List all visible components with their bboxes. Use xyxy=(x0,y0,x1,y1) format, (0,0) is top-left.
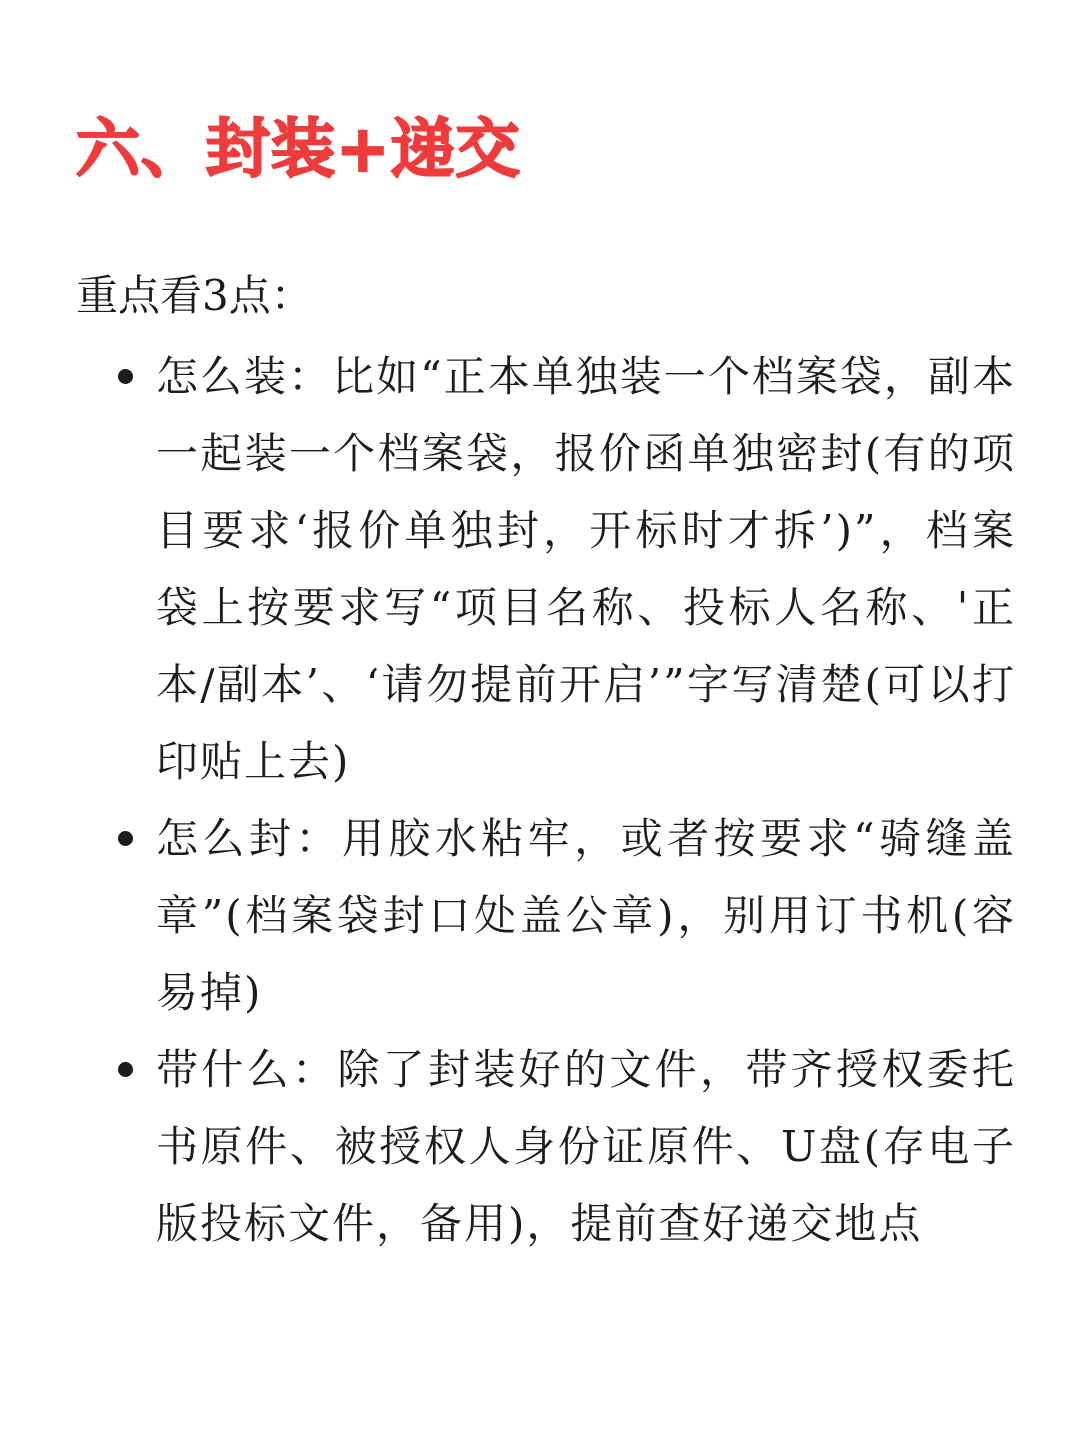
key-point-text: 怎么装：比如“正本单独装一个档案袋，副本一起装一个档案袋，报价函单独密封(有的项目要求‘报价单独封，开标时才拆’)”，档案袋上按要求写“项目名称、投标人名称、'正本/副本’、‘请勿提前开启’”字写清楚(可以打印贴上去) xyxy=(156,352,1016,786)
section-title: 六、封装+递交 xyxy=(76,113,521,187)
bullet-icon xyxy=(118,1062,133,1077)
bullet-icon xyxy=(118,831,133,846)
bullet-icon xyxy=(118,369,133,384)
key-point-text: 怎么封：用胶水粘牢，或者按要求“骑缝盖章”(档案袋封口处盖公章)，别用订书机(容易掉) xyxy=(156,814,1016,1017)
key-point-item xyxy=(116,338,1016,800)
key-points-list xyxy=(116,338,1016,1262)
key-point-text: 带什么：除了封装好的文件，带齐授权委托书原件、被授权人身份证原件、U盘(存电子版投标文件，备用)，提前查好递交地点 xyxy=(156,1045,1016,1248)
key-point-item xyxy=(116,1031,1016,1262)
key-point-item xyxy=(116,800,1016,1031)
lead-text: 重点看3点： xyxy=(76,271,313,320)
